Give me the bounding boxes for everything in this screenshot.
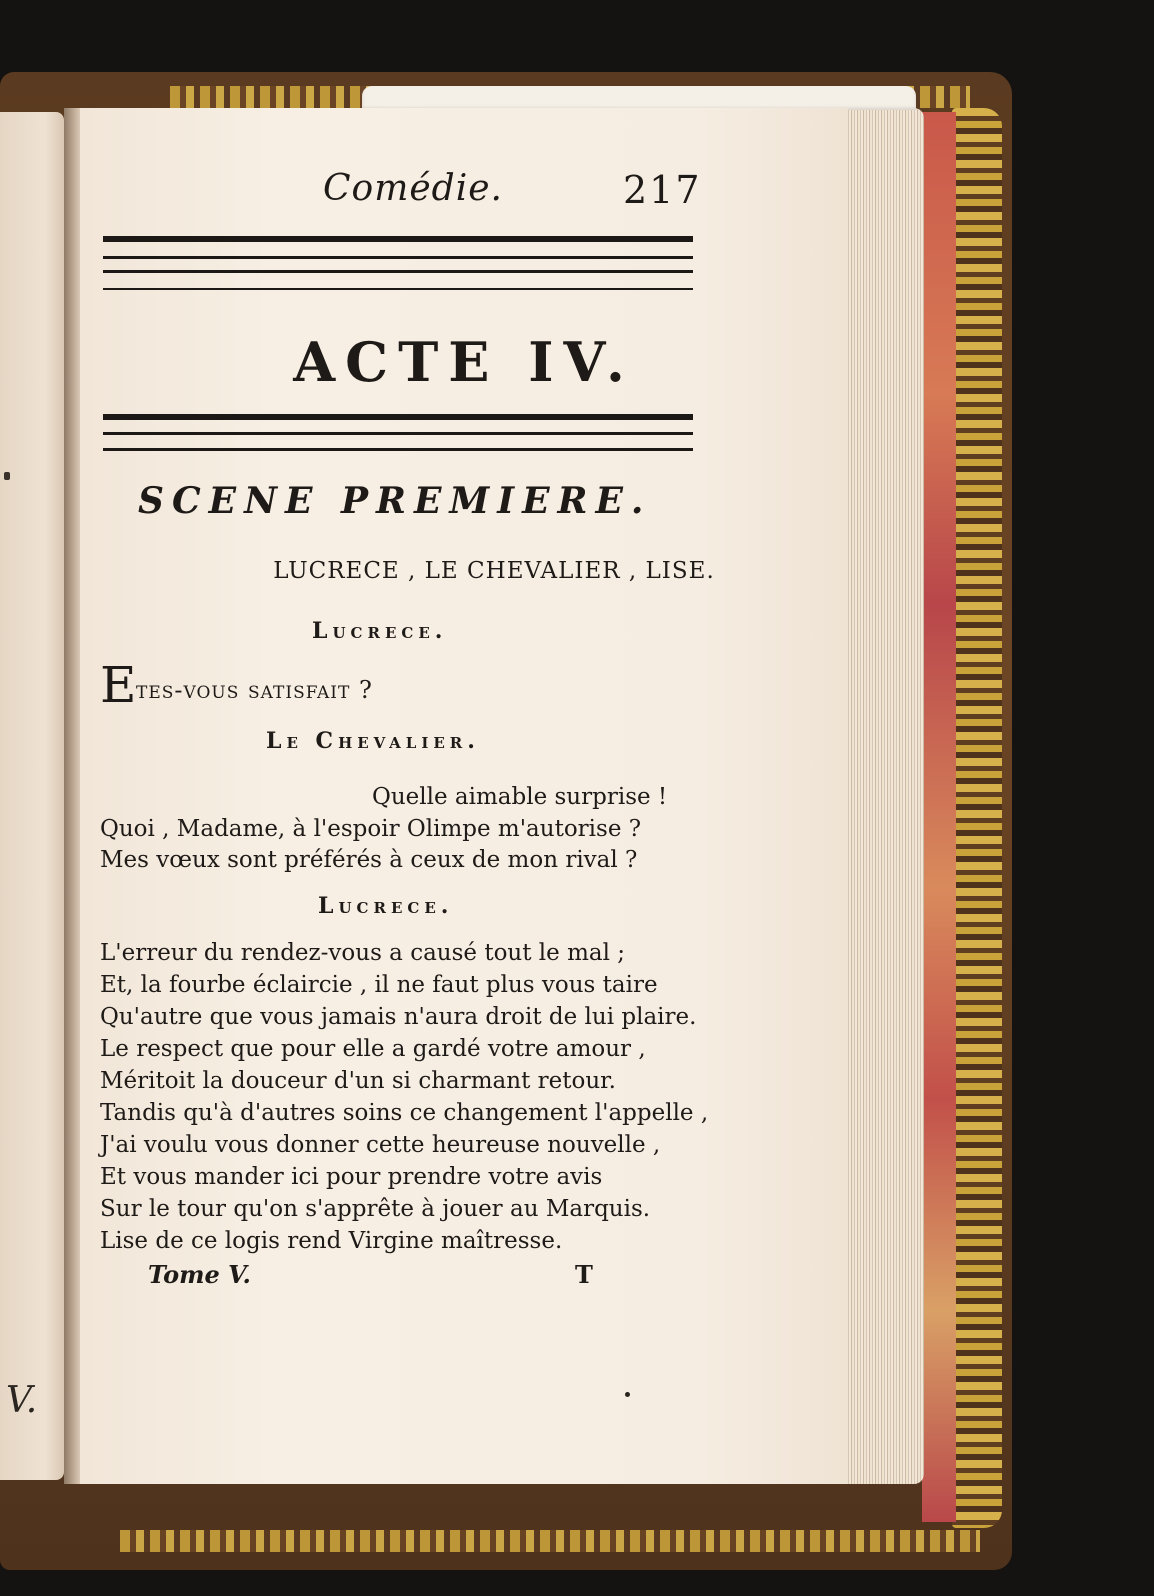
verse-line: Méritoit la douceur d'un si charmant retour. bbox=[100, 1068, 616, 1094]
verse-line: Mes vœux sont préférés à ceux de mon rival ? bbox=[100, 847, 638, 873]
rule-mid-2 bbox=[103, 432, 693, 435]
act-title: ACTE IV. bbox=[293, 330, 635, 394]
verse-line: Et vous mander ici pour prendre votre avis bbox=[100, 1164, 603, 1190]
speaker-lucrece-1: Lucrece. bbox=[312, 618, 448, 644]
verse-line: L'erreur du rendez-vous a causé tout le mal ; bbox=[100, 940, 626, 966]
verse-line: Lise de ce logis rend Virgine maîtresse. bbox=[100, 1228, 563, 1254]
verse-line: Le respect que pour elle a gardé votre amour , bbox=[100, 1036, 646, 1062]
character-list: LUCRECE , LE CHEVALIER , LISE. bbox=[273, 558, 715, 584]
running-head bbox=[80, 166, 848, 216]
page-stack-edge bbox=[846, 108, 924, 1484]
gilt-spine-edge bbox=[952, 108, 1002, 1528]
first-line: tes-vous satisfait ? bbox=[136, 676, 373, 704]
rule-top-3 bbox=[103, 270, 693, 273]
drop-cap: E bbox=[100, 656, 137, 714]
left-page-margin-mark: V. bbox=[6, 1380, 38, 1421]
marbled-page-edge bbox=[922, 112, 956, 1522]
verse-line: Tandis qu'à d'autres soins ce changement l'appelle , bbox=[100, 1100, 709, 1126]
page-number: 217 bbox=[623, 168, 702, 212]
verse-line: Quoi , Madame, à l'espoir Olimpe m'autorise ? bbox=[100, 816, 642, 842]
left-page bbox=[0, 112, 64, 1480]
page-speck bbox=[625, 1392, 630, 1397]
signature-mark-letter: T bbox=[575, 1260, 593, 1289]
speaker-lucrece-2: Lucrece. bbox=[318, 893, 454, 919]
gilt-border-bottom bbox=[120, 1530, 980, 1552]
signature-mark-volume: Tome V. bbox=[148, 1260, 251, 1289]
right-page bbox=[80, 108, 848, 1484]
rule-top-2 bbox=[103, 256, 693, 259]
left-page-speck bbox=[4, 472, 10, 480]
verse-line: Quelle aimable surprise ! bbox=[372, 784, 668, 810]
rule-top-4 bbox=[103, 288, 693, 290]
speaker-chevalier: Le Chevalier. bbox=[266, 728, 480, 754]
rule-mid-3 bbox=[103, 448, 693, 451]
running-title: Comédie. bbox=[323, 168, 503, 209]
bookmark-slip bbox=[362, 86, 916, 110]
verse-line: Sur le tour qu'on s'apprête à jouer au Marquis. bbox=[100, 1196, 651, 1222]
verse-line: Qu'autre que vous jamais n'aura droit de lui plaire. bbox=[100, 1004, 697, 1030]
rule-top-1 bbox=[103, 236, 693, 242]
scene-title: SCENE PREMIERE. bbox=[138, 480, 652, 522]
verse-line: J'ai voulu vous donner cette heureuse nouvelle , bbox=[100, 1132, 661, 1158]
rule-mid-1 bbox=[103, 414, 693, 420]
verse-line: Et, la fourbe éclaircie , il ne faut plus vous taire bbox=[100, 972, 658, 998]
